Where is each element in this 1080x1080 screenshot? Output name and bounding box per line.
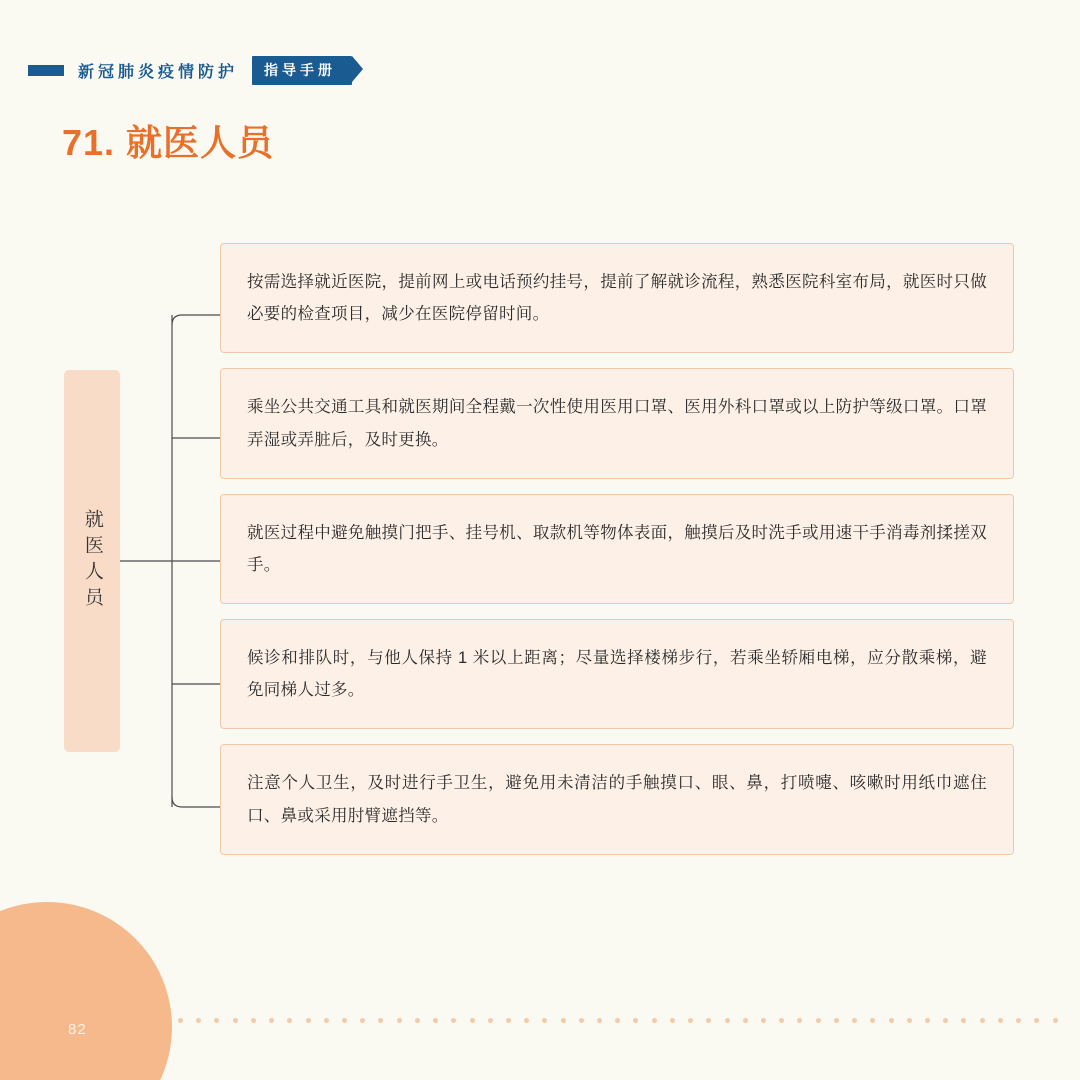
page-title: 71. 就医人员	[62, 122, 275, 163]
footer-dot	[1034, 1018, 1039, 1023]
footer-dot	[579, 1018, 584, 1023]
footer-dot	[870, 1018, 875, 1023]
footer-dot	[415, 1018, 420, 1023]
footer-dot	[615, 1018, 620, 1023]
footer-dot	[652, 1018, 657, 1023]
footer-dot	[1016, 1018, 1021, 1023]
diagram-root-label: 就医人员	[81, 509, 103, 613]
footer-dot	[524, 1018, 529, 1023]
footer-dot	[834, 1018, 839, 1023]
diagram-root-node	[64, 370, 120, 752]
footer-dot	[743, 1018, 748, 1023]
footer-dot	[633, 1018, 638, 1023]
footer-dot	[214, 1018, 219, 1023]
footer-dot	[907, 1018, 912, 1023]
footer-dot	[816, 1018, 821, 1023]
footer-dot	[943, 1018, 948, 1023]
footer-dot	[852, 1018, 857, 1023]
footer-dot	[433, 1018, 438, 1023]
diagram-card-text: 乘坐公共交通工具和就医期间全程戴一次性使用医用口罩、医用外科口罩或以上防护等级口罩。口罩弄湿或弄脏后，及时更换。	[247, 398, 987, 449]
page-number: 82	[68, 1021, 87, 1038]
footer-dot	[561, 1018, 566, 1023]
footer-dot	[397, 1018, 402, 1023]
footer-dot	[779, 1018, 784, 1023]
footer-dot	[1053, 1018, 1058, 1023]
footer-dot	[725, 1018, 730, 1023]
diagram-card	[220, 368, 1014, 478]
footer-dot	[342, 1018, 347, 1023]
header-tag: 指导手册	[252, 56, 352, 85]
diagram-card	[220, 744, 1014, 854]
document-header	[28, 58, 352, 82]
footer-dotted-line	[178, 1017, 1058, 1023]
footer-dot	[925, 1018, 930, 1023]
footer-dot	[506, 1018, 511, 1023]
footer-dot	[360, 1018, 365, 1023]
footer-dot	[378, 1018, 383, 1023]
footer-dot	[670, 1018, 675, 1023]
header-title: 新冠肺炎疫情防护	[78, 63, 239, 81]
footer-dot	[688, 1018, 693, 1023]
diagram-card-list	[220, 243, 1014, 870]
footer-dot	[797, 1018, 802, 1023]
footer-dot	[233, 1018, 238, 1023]
diagram-card-text: 就医过程中避免触摸门把手、挂号机、取款机等物体表面，触摸后及时洗手或用速干手消毒剂揉搓双手。	[247, 523, 987, 574]
footer-dot	[761, 1018, 766, 1023]
footer-dot	[178, 1018, 183, 1023]
diagram	[62, 243, 1022, 878]
footer-dot	[196, 1018, 201, 1023]
footer-decorative-circle	[0, 902, 172, 1080]
footer-dot	[287, 1018, 292, 1023]
footer-dot	[542, 1018, 547, 1023]
footer-dot	[269, 1018, 274, 1023]
footer-dot	[961, 1018, 966, 1023]
diagram-card-text: 注意个人卫生，及时进行手卫生，避免用未清洁的手触摸口、眼、鼻，打喷嚏、咳嗽时用纸巾遮住口、鼻或采用肘臂遮挡等。	[247, 774, 987, 825]
header-accent-bar	[28, 65, 64, 76]
footer-dot	[488, 1018, 493, 1023]
footer-dot	[998, 1018, 1003, 1023]
footer-dot	[889, 1018, 894, 1023]
footer-dot	[597, 1018, 602, 1023]
footer-dot	[251, 1018, 256, 1023]
diagram-card	[220, 243, 1014, 353]
footer-dot	[980, 1018, 985, 1023]
footer-dot	[324, 1018, 329, 1023]
diagram-card-text: 候诊和排队时，与他人保持 1 米以上距离；尽量选择楼梯步行，若乘坐轿厢电梯，应分散乘梯，避免同梯人过多。	[247, 649, 987, 700]
diagram-card-text: 按需选择就近医院，提前网上或电话预约挂号，提前了解就诊流程，熟悉医院科室布局，就医时只做必要的检查项目，减少在医院停留时间。	[247, 273, 987, 324]
footer-dot	[470, 1018, 475, 1023]
diagram-card	[220, 494, 1014, 604]
diagram-card	[220, 619, 1014, 729]
footer-dot	[706, 1018, 711, 1023]
footer-dot	[451, 1018, 456, 1023]
footer-dot	[306, 1018, 311, 1023]
